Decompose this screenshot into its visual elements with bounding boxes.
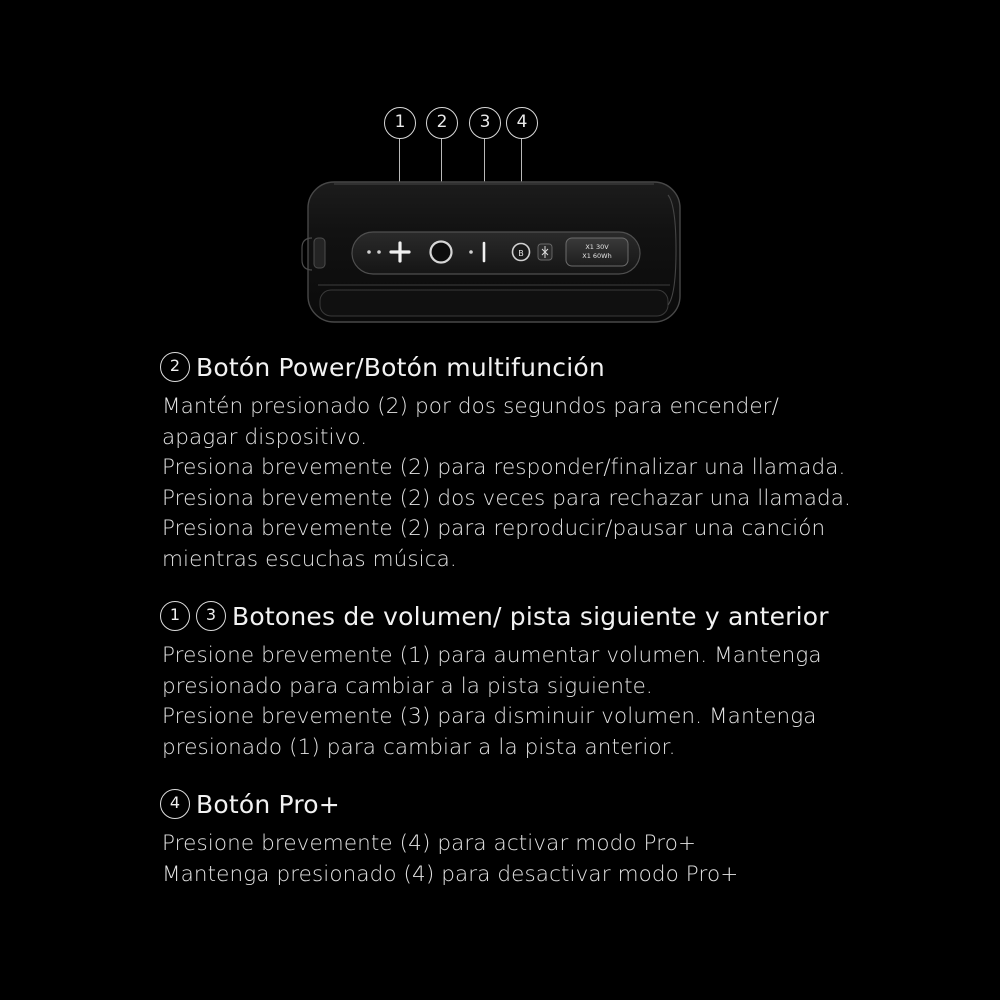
- svg-text:X1 60Wh: X1 60Wh: [582, 252, 612, 260]
- bluetooth-icon: [538, 244, 552, 260]
- section-heading: [160, 352, 1000, 382]
- body-line: mientras escuchas música.: [162, 546, 457, 572]
- power-multifunction-button: [431, 242, 452, 263]
- callout-marker-1: 1: [384, 107, 416, 139]
- callout-bullet-2: 2: [160, 352, 190, 382]
- body-line: Presiona brevemente (2) para responder/finalizar una llamada.: [162, 455, 846, 480]
- body-line: Presione brevemente (1) para aumentar volumen. Mantenga: [162, 643, 822, 668]
- svg-text:X1 30V: X1 30V: [585, 243, 609, 251]
- instructions-content: [0, 352, 1000, 904]
- callout-bullet-3: 3: [196, 601, 226, 631]
- section-pro-plus-button: [0, 789, 1000, 890]
- body-line: Presione brevemente (4) para activar modo Pro+: [162, 831, 697, 856]
- callout-marker-4: 4: [506, 107, 538, 139]
- body-line: Presione brevemente (3) para disminuir volumen. Mantenga: [162, 704, 817, 729]
- section-body: [162, 829, 1000, 890]
- section-title: Botón Power/Botón multifunción: [196, 352, 605, 382]
- pro-plus-button: [513, 244, 530, 261]
- body-line: Mantenga presionado (4) para desactivar modo Pro+: [162, 861, 739, 887]
- callout-bullet-1: 1: [160, 601, 190, 631]
- callout-marker-2: 2: [426, 107, 458, 139]
- section-heading: [160, 601, 1000, 631]
- speaker-illustration: [0, 0, 1000, 345]
- body-line: Presiona brevemente (2) para reproducir/pausar una canción: [162, 516, 826, 541]
- section-power-button: [0, 352, 1000, 575]
- section-title: Botones de volumen/ pista siguiente y anterior: [232, 601, 829, 631]
- section-body: [162, 641, 1000, 763]
- body-line: presionado (1) para cambiar a la pista anterior.: [162, 734, 676, 760]
- spec-badge: [566, 238, 628, 266]
- body-line: apagar dispositivo.: [162, 424, 368, 450]
- section-volume-buttons: [0, 601, 1000, 763]
- speaker-diagram: [0, 0, 1000, 345]
- svg-text:B: B: [518, 249, 524, 258]
- callout-bullet-4: 4: [160, 789, 190, 819]
- section-title: Botón Pro+: [196, 789, 340, 819]
- body-line: Presiona brevemente (2) dos veces para rechazar una llamada.: [162, 485, 851, 511]
- section-heading: [160, 789, 1000, 819]
- callout-marker-3: 3: [469, 107, 501, 139]
- section-body: [162, 392, 1000, 575]
- body-line: Mantén presionado (2) por dos segundos para encender/: [162, 394, 779, 419]
- body-line: presionado para cambiar a la pista siguiente.: [162, 673, 653, 699]
